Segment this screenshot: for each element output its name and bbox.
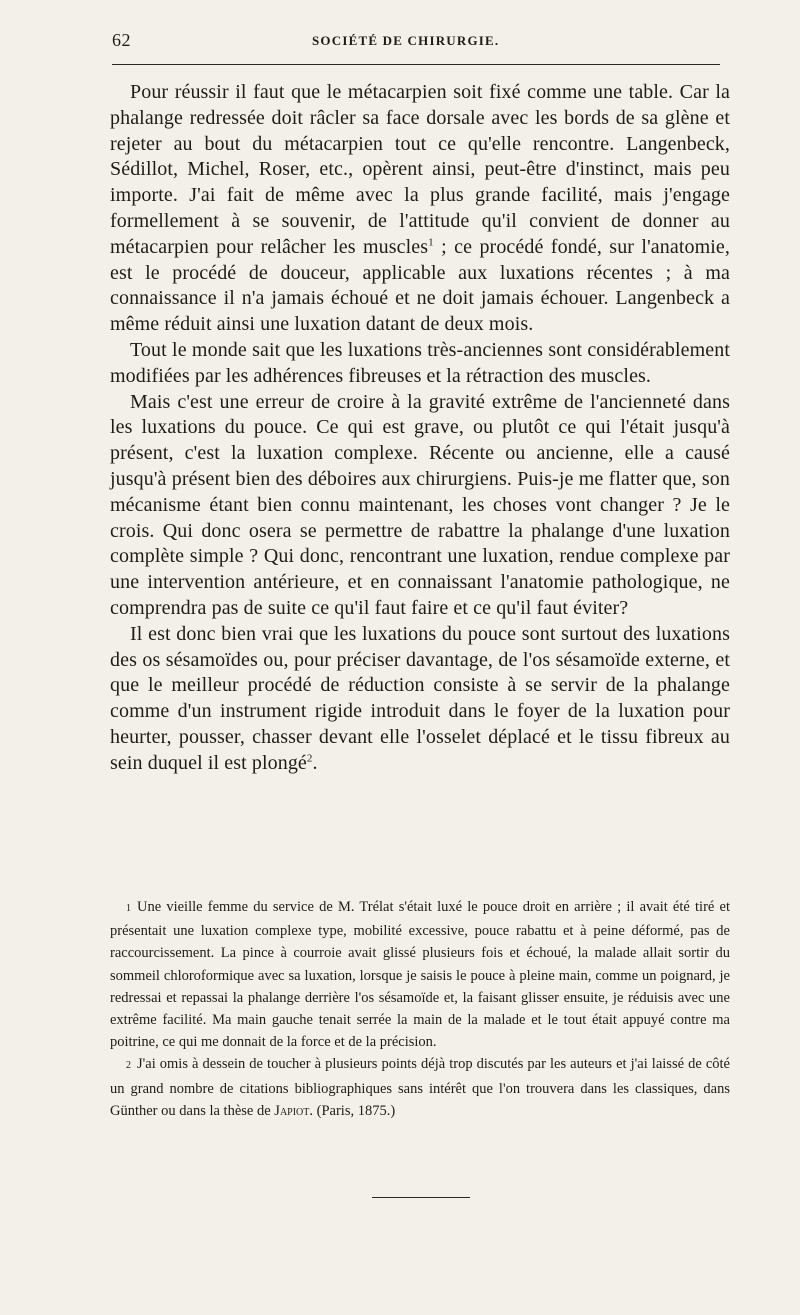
page-number: 62 bbox=[112, 30, 131, 50]
footnote-2-mark: 2 bbox=[126, 1060, 131, 1072]
footnotes bbox=[110, 896, 730, 1122]
running-head: SOCIÉTÉ DE CHIRURGIE. bbox=[312, 33, 500, 48]
bottom-rule bbox=[372, 1197, 470, 1198]
paragraph-4: Il est donc bien vrai que les luxations du pouce sont surtout des luxations des os sésamoïdes ou, pour préciser davantage, de l'os sésamoïde externe, et que le meilleur procédé de réduction consiste à se servir de la phalange comme d'un instrument rigide introduit dans le foyer de la luxation pour heurter, pousser, chasser devant elle l'osselet déplacé et le tissu fibreux au sein duquel il est plongé$^2$. bbox=[110, 622, 730, 774]
paragraph-3: Mais c'est une erreur de croire à la gravité extrême de l'ancienneté dans les luxations du pouce. Ce qui est grave, ou plutôt ce qui l'était jusqu'à présent, c'est la luxation complexe. Récente ou ancienne, elle a causé jusqu'à présent bien des déboires aux chirurgiens. Puis-je me flatter que, son mécanisme étant bien connu maintenant, les choses vont changer ? Je le crois. Qui donc osera se permettre de rabattre la phalange d'une luxation complète simple ? Qui donc, rencontrant une luxation, rendue complexe par une intervention antérieure, et en connaissant l'anatomie pathologique, ne comprendra pas de suite ce qu'il faut faire et ce qu'il faut éviter? bbox=[110, 390, 730, 619]
footnote-ref-1: 1 bbox=[428, 236, 434, 249]
footnote-2-author: Japiot bbox=[274, 1102, 310, 1119]
paragraph-1: Pour réussir il faut que le métacarpien soit fixé comme une table. Car la phalange redressée doit râcler sa face dorsale avec les bords de sa glène et rejeter au bout du métacarpien tout ce qu'elle rencontre. Langenbeck, Sédillot, Michel, Roser, etc., opèrent ainsi, peut-être d'instinct, mais peu importe. J'ai fait de même avec la plus grande facilité, mais j'engage formellement à se souvenir, de l'attitude qu'il convient de donner au métacarpien pour relâcher les muscles$^1$ ; ce procédé fondé, sur l'anatomie, est le procédé de douceur, applicable aux luxations récentes ; à ma connaissance il n'a jamais échoué et ne doit jamais échouer. Langenbeck a même réduit ainsi une luxation datant de deux mois. bbox=[110, 81, 730, 336]
footnote-1: 1 Une vieille femme du service de M. Trélat s'était luxé le pouce droit en arrière ; il avait été tiré et présentait une luxation complexe type, mobilité excessive, pouce rabattu et à peine déformé, pas de raccourcissement. La pince à courroie avait glissé plusieurs fois et échoué, la malade allait sortir du sommeil chloroformique avec sa luxation, lorsque je saisis le pouce à pleine main, comme un poignard, je redressai et repassai la phalange derrière l'os sésamoïde et, la faisant glisser ensuite, je réduisis avec une extrême facilité. Ma main gauche tenait serrée la main de la malade et le tout était appuyé contre ma poitrine, ce qui me donnait de la force et de la précision. bbox=[110, 899, 730, 1051]
footnote-2: 2 J'ai omis à dessein de toucher à plusieurs points déjà trop discutés par les auteurs et j'ai laissé de côté un grand nombre de citations bibliographiques sans intérêt que l'on trouvera dans les classiques, dans Günther ou dans la thèse de Japiot. (Paris, 1875.) bbox=[110, 1056, 730, 1119]
header-rule bbox=[112, 64, 720, 65]
body-text bbox=[110, 80, 730, 777]
paragraph-2: Tout le monde sait que les luxations très-anciennes sont considérablement modifiées par les adhérences fibreuses et la rétraction des muscles. bbox=[110, 338, 730, 387]
page-header bbox=[112, 30, 720, 52]
footnote-ref-2: 2 bbox=[306, 752, 313, 765]
footnote-1-mark: 1 bbox=[126, 903, 131, 914]
